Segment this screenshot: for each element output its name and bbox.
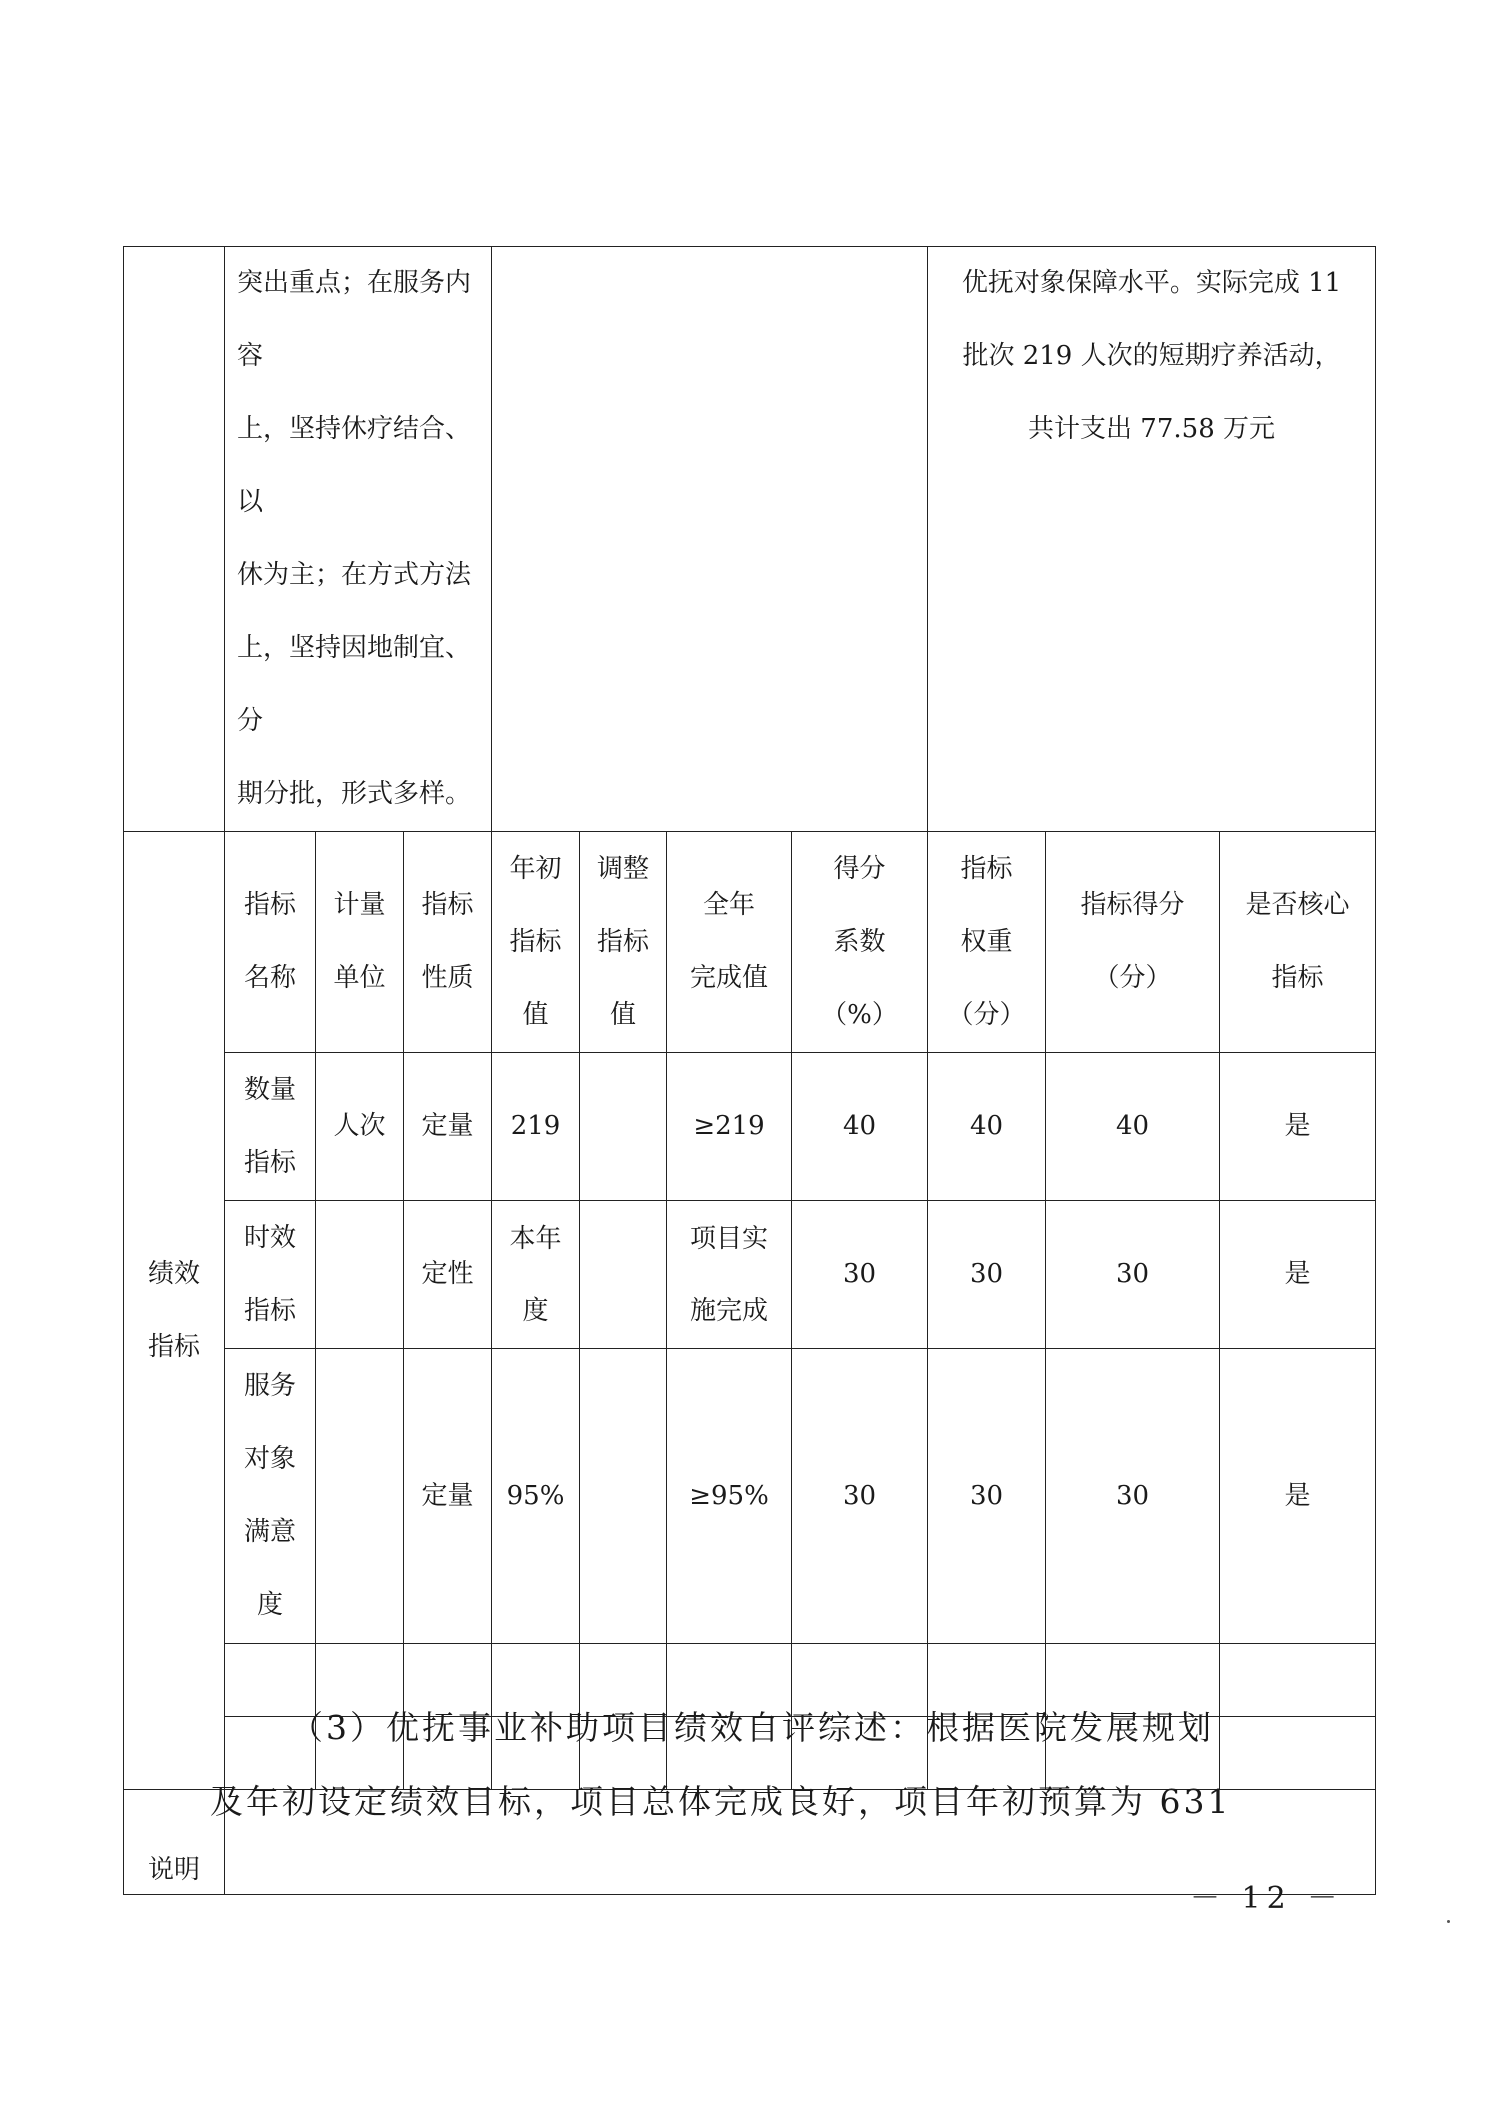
indicator-score: 30: [1046, 1201, 1220, 1349]
header-line: 值: [522, 999, 549, 1030]
section-label-line: 指标: [147, 1331, 200, 1362]
header-line: （分）: [1093, 963, 1172, 993]
top-right-line: 共计支出 77.58 万元: [1028, 414, 1276, 444]
header-nature: [404, 832, 492, 1053]
header-line: 指标: [243, 890, 296, 920]
header-unit: [316, 832, 404, 1053]
performance-table: [123, 246, 1376, 1895]
indicator-initial: [492, 1349, 580, 1644]
cell-line: 219: [510, 1111, 561, 1141]
header-line: 权重: [960, 926, 1013, 957]
header-line: 年初: [509, 853, 562, 884]
header-line: 指标: [960, 853, 1013, 884]
indicator-nature: 定性: [404, 1201, 492, 1349]
indicator-initial: [492, 1201, 580, 1349]
header-line: 指标: [509, 926, 562, 957]
header-row: [124, 832, 1376, 1053]
header-line: 全年: [703, 890, 756, 920]
note-label: 说明: [124, 1790, 225, 1895]
cell-line: 指标: [243, 1147, 296, 1178]
summary-paragraph-line-1: （3）优抚事业补助项目绩效自评综述：根据医院发展规划: [290, 1708, 1214, 1747]
top-block-right-text: [928, 247, 1376, 832]
cell-line: 服务: [243, 1371, 296, 1401]
top-left-line: 上，坚持休疗结合、以: [237, 414, 472, 517]
indicator-unit: [316, 1349, 404, 1644]
header-adjusted: [580, 832, 667, 1053]
cell-line: 指标: [243, 1295, 296, 1326]
top-right-line: 批次 219 人次的短期疗养活动，: [962, 341, 1341, 371]
indicator-initial: [492, 1053, 580, 1201]
top-left-line: 期分批，形式多样。: [237, 779, 472, 809]
header-line: 指标: [1271, 963, 1324, 993]
cell-line: 时效: [243, 1222, 296, 1253]
indicator-core: 是: [1220, 1053, 1376, 1201]
header-line: 计量: [333, 890, 386, 920]
header-core: [1220, 832, 1376, 1053]
header-line: 单位: [333, 963, 386, 993]
indicator-score: 30: [1046, 1349, 1220, 1644]
indicator-weight: 30: [928, 1349, 1046, 1644]
header-weight: [928, 832, 1046, 1053]
cell-line: 对象: [243, 1444, 296, 1474]
indicator-coefficient: 30: [792, 1201, 928, 1349]
indicator-completed: [667, 1201, 792, 1349]
indicator-weight: 30: [928, 1201, 1046, 1349]
indicator-weight: 40: [928, 1053, 1046, 1201]
header-line: 性质: [421, 963, 474, 993]
header-name: [225, 832, 316, 1053]
section-label-cell: [124, 832, 225, 1790]
indicator-adjusted: [580, 1053, 667, 1201]
page-number: － 12 －: [1190, 1881, 1344, 1916]
header-score: [1046, 832, 1220, 1053]
indicator-name: [225, 1201, 316, 1349]
indicator-coefficient: 40: [792, 1053, 928, 1201]
indicator-unit: 人次: [316, 1053, 404, 1201]
top-block-left-text: [225, 247, 492, 832]
indicator-unit: [316, 1201, 404, 1349]
header-line: 指标: [421, 890, 474, 920]
table-row: [124, 1201, 1376, 1349]
cell-line: 95%: [506, 1480, 565, 1511]
header-line: 系数: [833, 926, 886, 957]
header-line: 完成值: [690, 963, 769, 993]
top-block-left-empty: [124, 247, 225, 832]
indicator-completed: [667, 1053, 792, 1201]
table-row: [124, 1349, 1376, 1644]
indicator-completed: [667, 1349, 792, 1644]
indicator-coefficient: 30: [792, 1349, 928, 1644]
scan-speck: [1447, 1920, 1450, 1923]
cell-line: 施完成: [690, 1295, 769, 1326]
header-line: 指标: [597, 926, 650, 957]
cell-line: ≥95%: [689, 1480, 769, 1511]
indicator-adjusted: [580, 1201, 667, 1349]
top-left-line: 上，坚持因地制宜、分: [237, 633, 472, 736]
indicator-name: [225, 1349, 316, 1644]
header-line: （分）: [947, 999, 1026, 1030]
table-row: [124, 1053, 1376, 1201]
cell-line: ≥219: [693, 1111, 765, 1141]
header-line: 指标得分: [1080, 890, 1185, 920]
header-line: 得分: [833, 853, 886, 884]
cell-line: 项目实: [690, 1223, 769, 1254]
header-coefficient: [792, 832, 928, 1053]
top-block-row: [124, 247, 1376, 832]
indicator-core: 是: [1220, 1349, 1376, 1644]
header-completed: [667, 832, 792, 1053]
cell-line: 度: [522, 1295, 549, 1326]
indicator-nature: 定量: [404, 1053, 492, 1201]
indicator-score: 40: [1046, 1053, 1220, 1201]
cell-line: 数量: [243, 1074, 296, 1105]
top-left-line: 突出重点；在服务内容: [237, 268, 472, 371]
header-line: （%）: [821, 999, 898, 1030]
cell-line: 满意: [243, 1517, 296, 1547]
header-line: 值: [610, 999, 637, 1030]
top-block-middle-empty: [492, 247, 928, 832]
indicator-core: 是: [1220, 1201, 1376, 1349]
section-label-line: 绩效: [147, 1258, 200, 1289]
cell-line: 度: [256, 1590, 283, 1620]
header-line: 是否核心: [1245, 890, 1350, 920]
header-initial: [492, 832, 580, 1053]
summary-paragraph-line-2: 及年初设定绩效目标，项目总体完成良好，项目年初预算为 631: [210, 1782, 1232, 1821]
indicator-nature: 定量: [404, 1349, 492, 1644]
top-right-line: 优抚对象保障水平。实际完成 11: [961, 268, 1342, 298]
header-line: 名称: [243, 963, 296, 993]
top-left-line: 休为主；在方式方法: [237, 560, 472, 590]
indicator-name: [225, 1053, 316, 1201]
indicator-adjusted: [580, 1349, 667, 1644]
cell-line: 本年: [509, 1223, 562, 1254]
header-line: 调整: [597, 853, 650, 884]
